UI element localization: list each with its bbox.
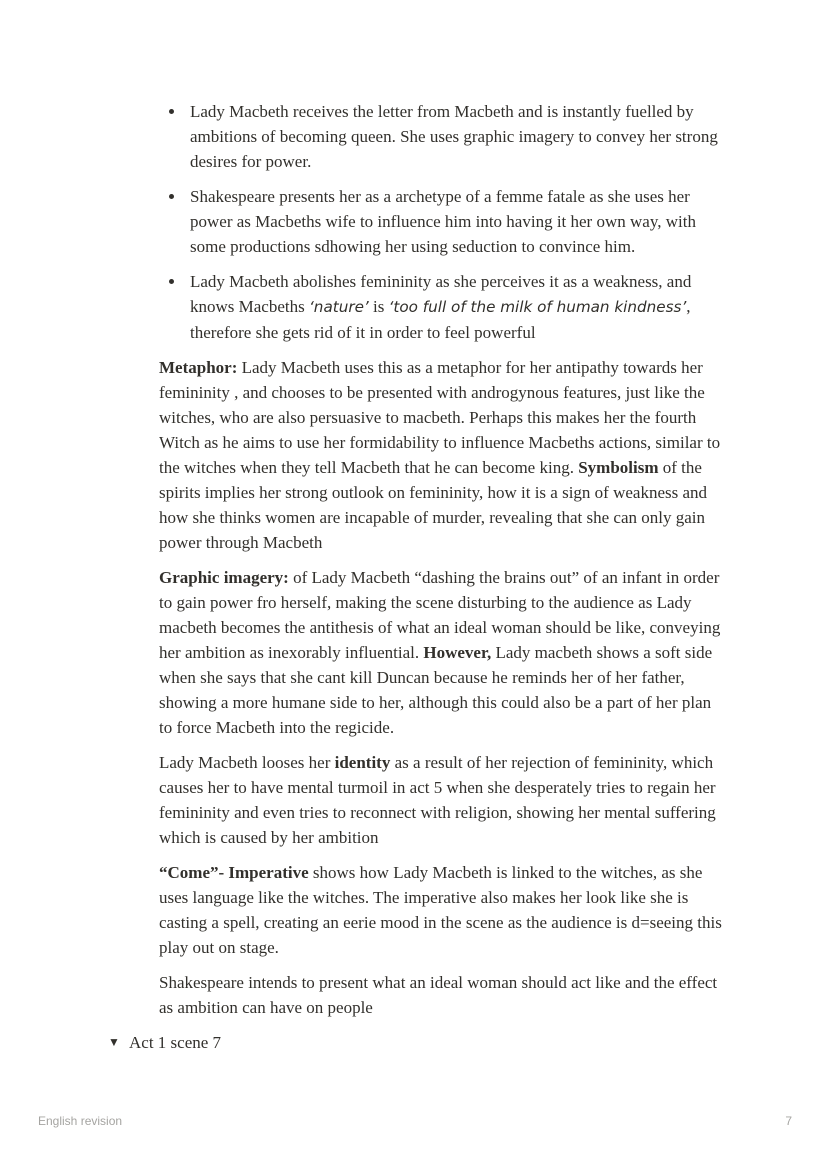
bullet-text [190, 102, 718, 171]
paragraph [159, 565, 728, 740]
text-segment: as a result of her rejection of femininity, which causes her to have mental turmoil in act 5 when she desperately tries to regain her femininity and even tries to reconnect with religion, showing her mental suffering which is caused by her ambition [159, 753, 716, 847]
document-content [108, 99, 728, 1055]
text-segment: Lady Macbeth receives the letter from Macbeth and is instantly fuelled by ambitions of becoming queen. She uses graphic imagery to convey her strong desires for power. [190, 102, 718, 171]
text-segment: of Lady Macbeth “dashing the brains out” of an infant in order to gain power fro herself, making the scene disturbing to the audience as Lady macbeth becomes the antithesis of what an ideal woman should be like, conveying her ambition as inexorably influential. [159, 568, 721, 662]
toggle-label: Act 1 scene 7 [129, 1033, 222, 1052]
text-segment: However, [423, 643, 492, 662]
text-segment: , therefore she gets rid of it in order to feel powerful [190, 297, 691, 342]
text-segment: ‘nature’ [308, 298, 369, 316]
footer-document-title: English revision [38, 1114, 123, 1128]
text-segment: Shakespeare intends to present what an ideal woman should act like and the effect as ambition can have on people [159, 973, 718, 1017]
bullet-item [159, 269, 728, 345]
paragraph [159, 860, 728, 960]
bullet-text [190, 272, 691, 342]
toggle-act-1-scene-7[interactable] [108, 1030, 728, 1055]
bullet-text [190, 187, 696, 256]
text-segment: Lady Macbeth looses her [159, 753, 335, 772]
bullet-dot-icon [169, 109, 174, 114]
text-segment: Lady Macbeth uses this as a metaphor for her antipathy towards her femininity , and chooses to be presented with androgynous features, just like the witches, who are also persuasive to macbeth. Perhaps this makes her the fourth Witch as he aims to use her formidability to influence Macbeths actions, similar to the witches when they tell Macbeth that he can become king. [159, 358, 721, 477]
footer-page-number: 7 [785, 1114, 792, 1128]
text-segment: Metaphor: [159, 358, 242, 377]
bullet-item [159, 184, 728, 259]
text-segment: Lady macbeth shows a soft side when she says that she cant kill Duncan because he reminds her of her father, showing a more humane side to her, although this could also be a part of her plan to force Macbeth into the regicide. [159, 643, 713, 737]
text-segment: is [368, 297, 389, 316]
paragraph [159, 750, 728, 850]
text-segment: ‘too full of the milk of human kindness’ [388, 298, 687, 316]
paragraph [159, 355, 728, 555]
text-segment: Graphic imagery: [159, 568, 294, 587]
text-segment: Symbolism [578, 458, 659, 477]
toggle-triangle-icon: ▼ [108, 1035, 120, 1049]
paragraph [159, 970, 728, 1020]
text-segment: Shakespeare presents her as a archetype of a femme fatale as she uses her power as Macbeths wife to influence him into having it her own way, with some productions sdhowing her using seduction to convince him. [190, 187, 696, 256]
bullet-dot-icon [169, 279, 174, 284]
text-segment: of the spirits implies her strong outlook on femininity, how it is a sign of weakness and how she thinks women are incapable of murder, revealing that she can only gain power through Macbeth [159, 458, 708, 552]
bullet-dot-icon [169, 194, 174, 199]
text-segment: identity [334, 753, 391, 772]
text-segment: shows how Lady Macbeth is linked to the witches, as she uses language like the witches. The imperative also makes her look like she is casting a spell, creating an eerie mood in the scene as the audience is d=seeing this play out on stage. [159, 863, 722, 957]
text-segment: Lady Macbeth abolishes femininity as she perceives it as a weakness, and knows Macbeths [190, 272, 692, 316]
bullet-item [159, 99, 728, 174]
text-segment: “Come”- Imperative [159, 863, 313, 882]
